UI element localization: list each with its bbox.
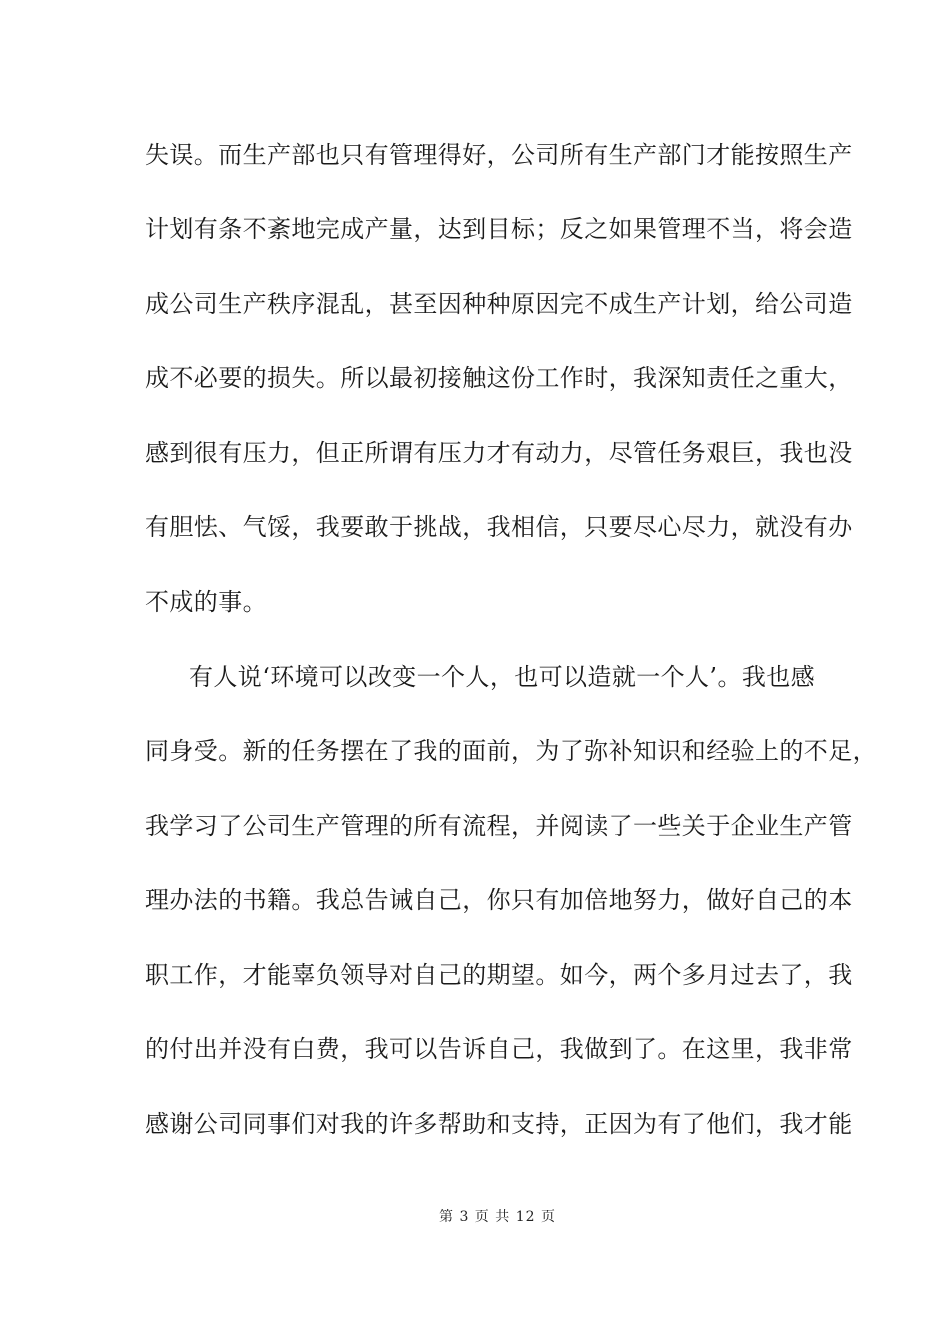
paragraph-line: 失误。而生产部也只有管理得好，公司所有生产部门才能按照生产 [145,141,853,169]
paragraph-line: 感到很有压力，但正所谓有压力才有动力，尽管任务艰巨，我也没 [145,439,853,467]
paragraph-line: 成不必要的损失。所以最初接触这份工作时，我深知责任之重大， [145,364,853,392]
page-footer: 第 3 页 共 12 页 [439,1209,556,1225]
paragraph-line: 职工作，才能辜负领导对自己的期望。如今，两个多月过去了，我 [145,961,853,989]
paragraph-line: 有胆怯、气馁，我要敢于挑战，我相信，只要尽心尽力，就没有办 [145,513,853,541]
paragraph-line: 有人说‘环境可以改变一个人，也可以造就一个人’。我也感 [189,663,816,691]
paragraph-line: 感谢公司同事们对我的许多帮助和支持，正因为有了他们，我才能 [145,1110,853,1138]
paragraph-line: 理办法的书籍。我总告诫自己，你只有加倍地努力，做好自己的本 [145,886,853,914]
paragraph-line: 不成的事。 [145,588,267,616]
paragraph-line: 计划有条不紊地完成产量，达到目标；反之如果管理不当，将会造 [145,215,853,243]
paragraph-line: 同身受。新的任务摆在了我的面前，为了弥补知识和经验上的不足， [145,737,877,765]
paragraph-line: 我学习了公司生产管理的所有流程，并阅读了一些关于企业生产管 [145,812,853,840]
paragraph-line: 的付出并没有白费，我可以告诉自己，我做到了。在这里，我非常 [145,1035,853,1063]
paragraph-line: 成公司生产秩序混乱，甚至因种种原因完不成生产计划，给公司造 [145,290,853,318]
